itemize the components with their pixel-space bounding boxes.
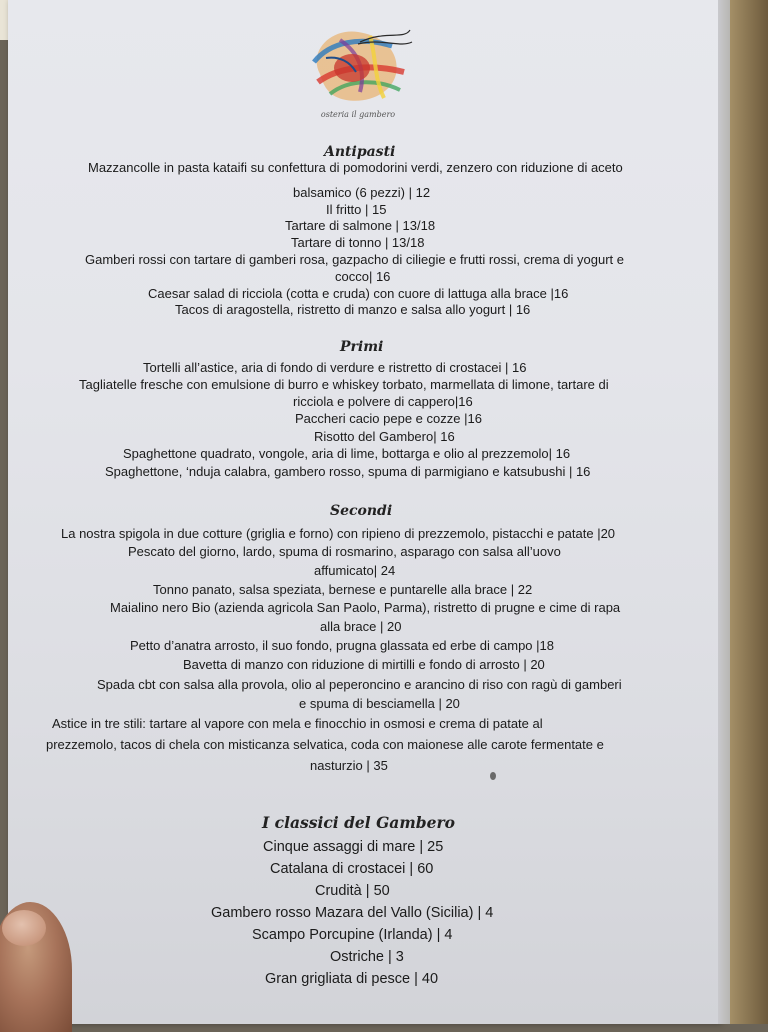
classici-heading: I classici del Gambero [262,813,455,832]
paper-stain [490,772,496,780]
primi-line: Tagliatelle fresche con emulsione di burro e whiskey torbato, marmellata di limone, tartare di [79,377,609,392]
secondi-line: Spada cbt con salsa alla provola, olio al peperoncino e arancino di riso con ragù di gamberi [97,677,622,692]
secondi-line: affumicato| 24 [314,563,396,578]
secondi-line: Pescato del giorno, lardo, spuma di rosmarino, asparago con salsa all’uovo [128,544,561,559]
secondi-line: e spuma di besciamella | 20 [299,696,460,711]
secondi-line: Bavetta di manzo con riduzione di mirtilli e fondo di arrosto | 20 [183,657,545,672]
antipasti-line: Il fritto | 15 [326,202,387,217]
antipasti-heading: Antipasti [324,144,396,160]
antipasti-line: Caesar salad di ricciola (cotta e cruda) con cuore di lattuga alla brace |16 [148,286,569,301]
classici-line: Scampo Porcupine (Irlanda) | 4 [252,927,453,943]
primi-line: Spaghettone quadrato, vongole, aria di lime, bottarga e olio al prezzemolo| 16 [123,446,571,461]
classici-line: Gran grigliata di pesce | 40 [265,971,439,987]
secondi-line: nasturzio | 35 [310,758,388,773]
secondi-line: Petto d’anatra arrosto, il suo fondo, prugna glassata ed erbe di campo |18 [130,638,554,653]
antipasti-line: cocco| 16 [335,269,391,284]
classici-line: Catalana di crostacei | 60 [270,861,434,877]
antipasti-line: Tartare di salmone | 13/18 [285,218,436,233]
secondi-line: Astice in tre stili: tartare al vapore con mela e finocchio in osmosi e crema di patate al [52,716,543,731]
antipasti-line: Tartare di tonno | 13/18 [291,235,425,250]
primi-line: ricciola e polvere di cappero|16 [293,394,473,409]
secondi-heading: Secondi [330,503,393,519]
secondi-line: Maialino nero Bio (azienda agricola San Paolo, Parma), ristretto di prugne e cime di rapa [110,600,621,615]
primi-line: Paccheri cacio pepe e cozze |16 [295,411,482,426]
antipasti-line: Tacos di aragostella, ristretto di manzo e salsa allo yogurt | 16 [175,302,531,317]
primi-line: Tortelli all’astice, aria di fondo di verdure e ristretto di crostacei | 16 [143,360,527,375]
antipasti-line: Mazzancolle in pasta kataifi su confettura di pomodorini verdi, zenzero con riduzione di aceto [88,160,623,175]
logo-caption: osteria il gambero [320,110,396,119]
primi-line: Spaghettone, ‘nduja calabra, gambero rosso, spuma di parmigiano e katsubushi | 16 [105,464,591,479]
thumbnail-nail [2,910,46,946]
classici-line: Cinque assaggi di mare | 25 [263,839,444,855]
classici-line: Ostriche | 3 [330,949,404,965]
secondi-line: La nostra spigola in due cotture (griglia e forno) con ripieno di prezzemolo, pistacchi e patate |20 [61,526,616,541]
primi-heading: Primi [340,339,384,355]
antipasti-line: balsamico (6 pezzi) | 12 [293,185,431,200]
antipasti-line: Gamberi rossi con tartare di gamberi rosa, gazpacho di ciliegie e frutti rossi, crema di yogurt e [85,252,625,267]
secondi-line: alla brace | 20 [320,619,402,634]
secondi-line: Tonno panato, salsa speziata, bernese e puntarelle alla brace | 22 [153,582,533,597]
classici-line: Gambero rosso Mazara del Vallo (Sicilia) | 4 [211,905,494,921]
primi-line: Risotto del Gambero| 16 [314,429,455,444]
secondi-line: prezzemolo, tacos di chela con misticanza selvatica, coda con maionese alle carote fermentate e [46,737,604,752]
classici-line: Crudità | 50 [315,883,390,899]
